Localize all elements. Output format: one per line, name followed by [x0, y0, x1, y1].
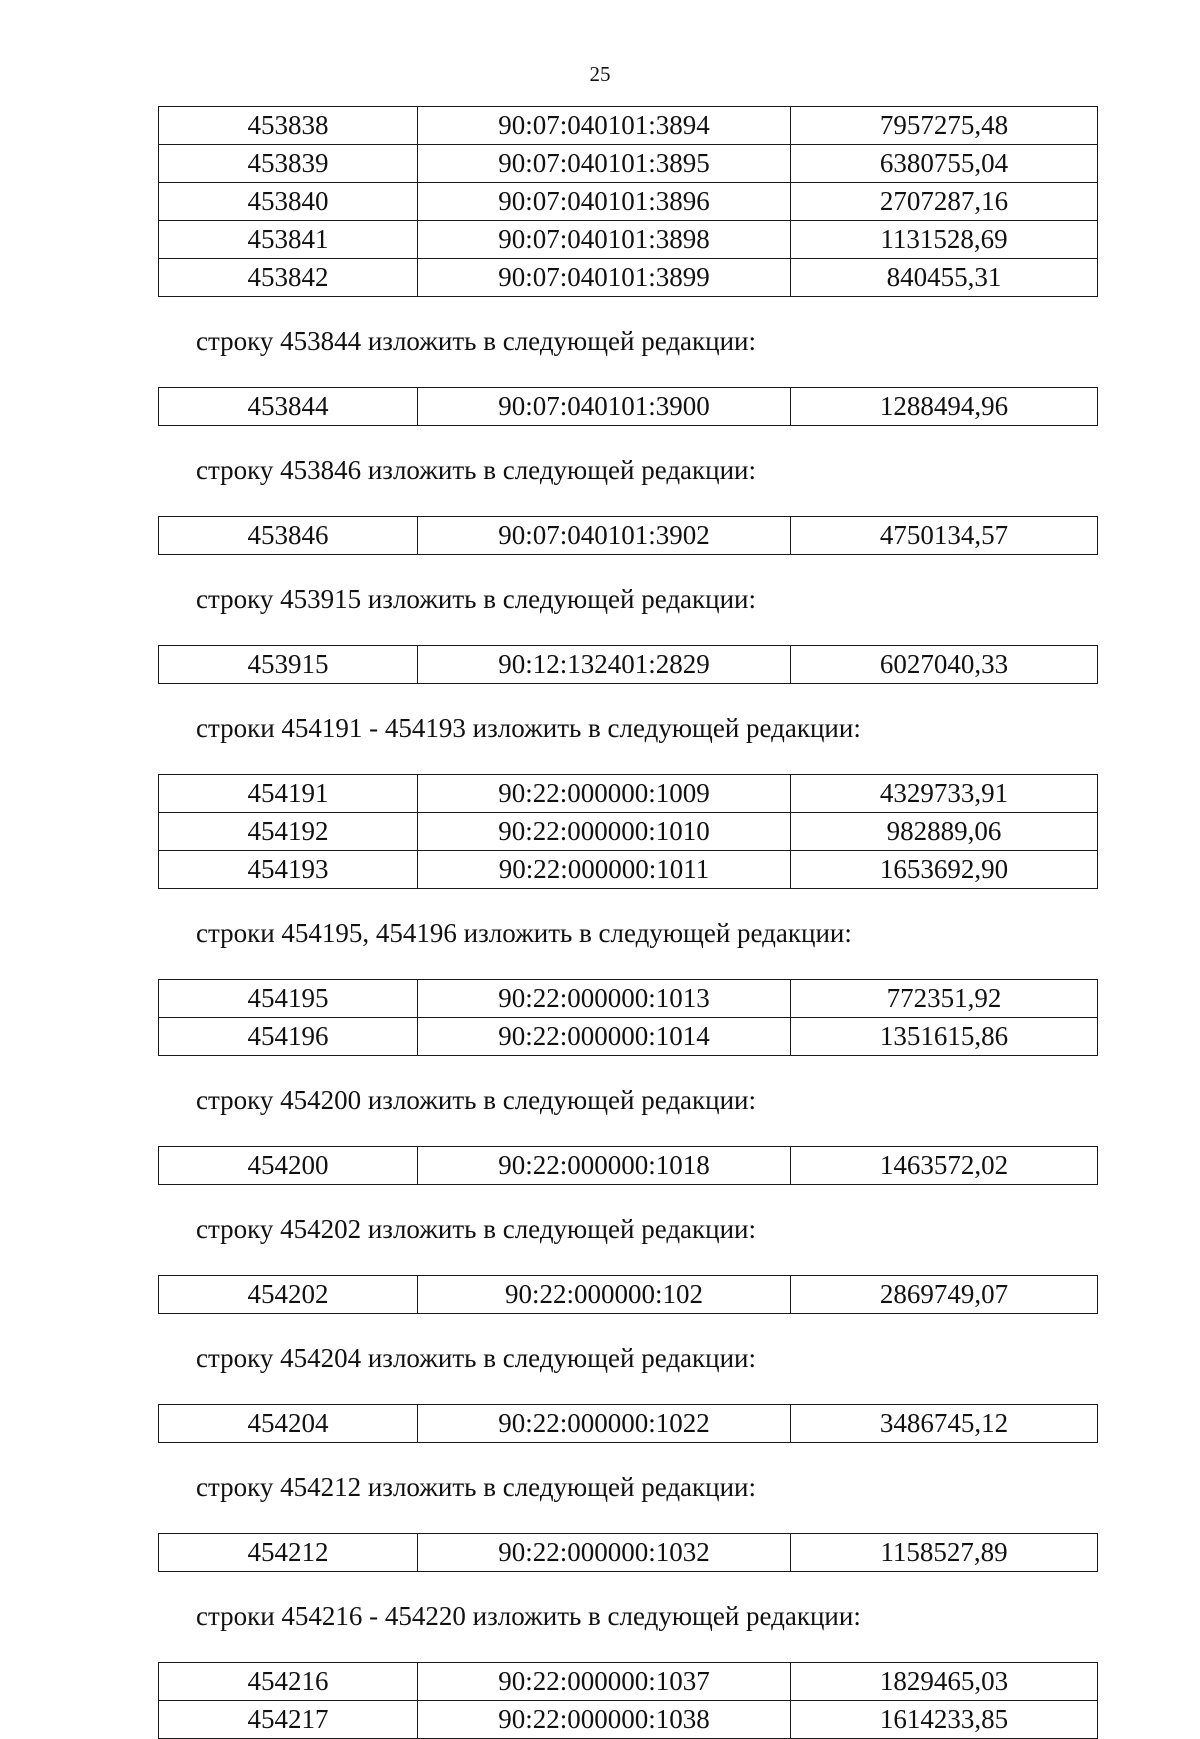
cadastral-number-cell: 90:22:000000:1018: [418, 1147, 791, 1185]
amendment-table: [158, 1146, 1098, 1185]
row-number-cell: 454202: [159, 1276, 418, 1314]
cadastral-number-cell: 90:07:040101:3902: [418, 517, 791, 555]
page-number: 25: [589, 62, 611, 86]
amendment-instruction: строку 453915 изложить в следующей редакции:: [196, 584, 757, 614]
cadastral-number-cell: 90:07:040101:3894: [418, 107, 791, 145]
value-cell: 4329733,91: [791, 775, 1098, 813]
amendment-instruction: строку 454204 изложить в следующей редакции:: [196, 1343, 757, 1373]
row-number-cell: 454192: [159, 813, 418, 851]
row-number-cell: 454196: [159, 1018, 418, 1056]
row-number-cell: 453839: [159, 145, 418, 183]
value-cell: 1288494,96: [791, 388, 1098, 426]
row-number-cell: 454200: [159, 1147, 418, 1185]
amendment-table: [158, 979, 1098, 1056]
amendment-instruction: строку 454212 изложить в следующей редакции:: [196, 1472, 757, 1502]
value-cell: 4750134,57: [791, 517, 1098, 555]
table-row: [159, 813, 1098, 851]
value-cell: 1131528,69: [791, 221, 1098, 259]
cadastral-number-cell: 90:22:000000:1014: [418, 1018, 791, 1056]
amendment-instruction: строку 453844 изложить в следующей редакции:: [196, 326, 757, 356]
amendment-table: [158, 1275, 1098, 1314]
value-cell: 2707287,16: [791, 183, 1098, 221]
cadastral-number-cell: 90:22:000000:1032: [418, 1534, 791, 1572]
table-row: [159, 145, 1098, 183]
row-number-cell: 453915: [159, 646, 418, 684]
value-cell: 1653692,90: [791, 851, 1098, 889]
amendment-table: [158, 106, 1098, 297]
row-number-cell: 453844: [159, 388, 418, 426]
value-cell: 982889,06: [791, 813, 1098, 851]
amendment-table: [158, 516, 1098, 555]
cadastral-number-cell: 90:22:000000:1010: [418, 813, 791, 851]
row-number-cell: 454212: [159, 1534, 418, 1572]
table-row: [159, 1018, 1098, 1056]
table-row: [159, 1276, 1098, 1314]
table-row: [159, 1405, 1098, 1443]
value-cell: 6027040,33: [791, 646, 1098, 684]
row-number-cell: 454217: [159, 1701, 418, 1739]
table-row: [159, 1147, 1098, 1185]
amendment-table: [158, 645, 1098, 684]
cadastral-number-cell: 90:07:040101:3895: [418, 145, 791, 183]
row-number-cell: 454191: [159, 775, 418, 813]
amendment-table: [158, 774, 1098, 889]
amendment-instruction: строки 454216 - 454220 изложить в следующей редакции:: [196, 1601, 861, 1631]
amendment-table: [158, 1662, 1098, 1739]
amendment-instruction: строку 454200 изложить в следующей редакции:: [196, 1085, 757, 1115]
cadastral-number-cell: 90:07:040101:3899: [418, 259, 791, 297]
cadastral-number-cell: 90:22:000000:1022: [418, 1405, 791, 1443]
table-row: [159, 183, 1098, 221]
amendment-instruction: строки 454195, 454196 изложить в следующей редакции:: [196, 918, 852, 948]
table-row: [159, 1663, 1098, 1701]
cadastral-number-cell: 90:22:000000:1038: [418, 1701, 791, 1739]
row-number-cell: 453838: [159, 107, 418, 145]
cadastral-number-cell: 90:22:000000:1013: [418, 980, 791, 1018]
table-row: [159, 517, 1098, 555]
amendment-table: [158, 387, 1098, 426]
row-number-cell: 454193: [159, 851, 418, 889]
cadastral-number-cell: 90:12:132401:2829: [418, 646, 791, 684]
value-cell: 2869749,07: [791, 1276, 1098, 1314]
row-number-cell: 454195: [159, 980, 418, 1018]
row-number-cell: 453842: [159, 259, 418, 297]
value-cell: 1463572,02: [791, 1147, 1098, 1185]
table-row: [159, 775, 1098, 813]
cadastral-number-cell: 90:22:000000:1011: [418, 851, 791, 889]
value-cell: 7957275,48: [791, 107, 1098, 145]
table-row: [159, 980, 1098, 1018]
value-cell: 1158527,89: [791, 1534, 1098, 1572]
cadastral-number-cell: 90:22:000000:1037: [418, 1663, 791, 1701]
table-row: [159, 388, 1098, 426]
table-row: [159, 851, 1098, 889]
value-cell: 1614233,85: [791, 1701, 1098, 1739]
amendment-table: [158, 1533, 1098, 1572]
value-cell: 1351615,86: [791, 1018, 1098, 1056]
value-cell: 6380755,04: [791, 145, 1098, 183]
cadastral-number-cell: 90:22:000000:1009: [418, 775, 791, 813]
cadastral-number-cell: 90:22:000000:102: [418, 1276, 791, 1314]
table-row: [159, 259, 1098, 297]
row-number-cell: 453846: [159, 517, 418, 555]
amendment-instruction: строки 454191 - 454193 изложить в следующей редакции:: [196, 713, 861, 743]
table-row: [159, 646, 1098, 684]
row-number-cell: 453840: [159, 183, 418, 221]
row-number-cell: 454216: [159, 1663, 418, 1701]
table-row: [159, 221, 1098, 259]
document-body: [158, 106, 1098, 1739]
amendment-table: [158, 1404, 1098, 1443]
value-cell: 840455,31: [791, 259, 1098, 297]
row-number-cell: 454204: [159, 1405, 418, 1443]
cadastral-number-cell: 90:07:040101:3900: [418, 388, 791, 426]
table-row: [159, 1534, 1098, 1572]
value-cell: 3486745,12: [791, 1405, 1098, 1443]
cadastral-number-cell: 90:07:040101:3898: [418, 221, 791, 259]
table-row: [159, 107, 1098, 145]
table-row: [159, 1701, 1098, 1739]
row-number-cell: 453841: [159, 221, 418, 259]
amendment-instruction: строку 454202 изложить в следующей редакции:: [196, 1214, 757, 1244]
value-cell: 772351,92: [791, 980, 1098, 1018]
amendment-instruction: строку 453846 изложить в следующей редакции:: [196, 455, 757, 485]
cadastral-number-cell: 90:07:040101:3896: [418, 183, 791, 221]
value-cell: 1829465,03: [791, 1663, 1098, 1701]
